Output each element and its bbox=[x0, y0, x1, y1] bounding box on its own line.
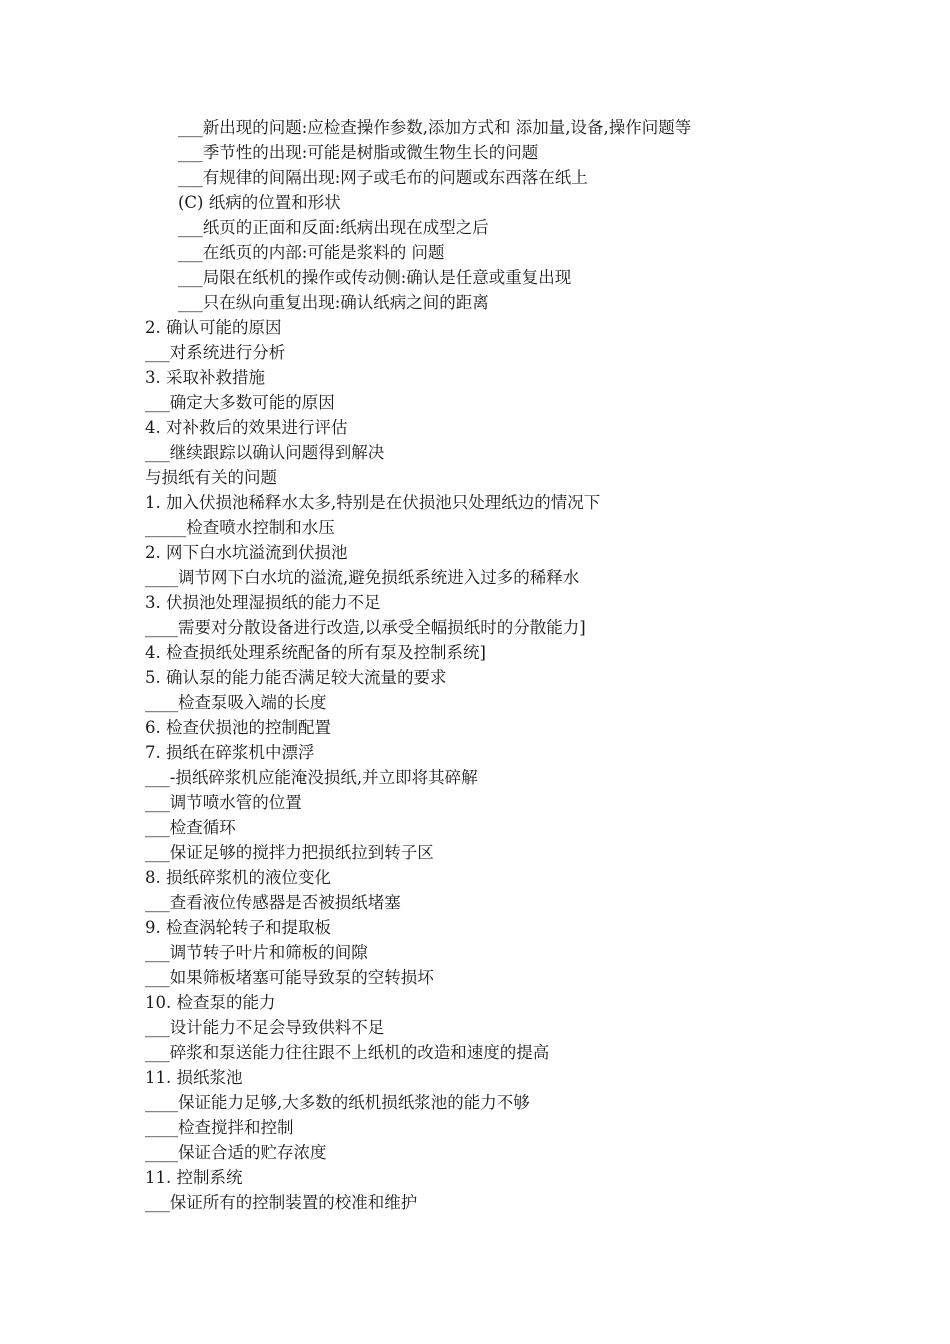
text-line: ___在纸页的内部:可能是浆料的 问题 bbox=[178, 243, 445, 262]
text-line: ___只在纵向重复出现:确认纸病之间的距离 bbox=[178, 293, 489, 312]
text-line: ___保证足够的搅拌力把损纸拉到转子区 bbox=[145, 843, 434, 862]
numbered-item: 5. 确认泵的能力能否满足较大流量的要求 bbox=[145, 668, 447, 687]
text-line: _____检查喷水控制和水压 bbox=[145, 518, 335, 537]
text-line: ___调节喷水管的位置 bbox=[145, 793, 302, 812]
text-line: ___查看液位传感器是否被损纸堵塞 bbox=[145, 893, 401, 912]
text-line: ___设计能力不足会导致供料不足 bbox=[145, 1018, 385, 1037]
numbered-item: 11. 损纸浆池 bbox=[145, 1068, 243, 1087]
text-line: ___对系统进行分析 bbox=[145, 343, 286, 362]
text-line: ___新出现的问题:应检查操作参数,添加方式和 添加量,设备,操作问题等 bbox=[178, 118, 692, 137]
numbered-item: 1. 加入伏损池稀释水太多,特别是在伏损池只处理纸边的情况下 bbox=[145, 493, 601, 512]
text-line: ___局限在纸机的操作或传动侧:确认是任意或重复出现 bbox=[178, 268, 572, 287]
text-line: ___检查循环 bbox=[145, 818, 236, 837]
numbered-item: 3. 伏损池处理湿损纸的能力不足 bbox=[145, 593, 381, 612]
text-line: ____调节网下白水坑的溢流,避免损纸系统进入过多的稀释水 bbox=[145, 568, 580, 587]
text-line: ___有规律的间隔出现:网子或毛布的问题或东西落在纸上 bbox=[178, 168, 588, 187]
text-line: ___纸页的正面和反面:纸病出现在成型之后 bbox=[178, 218, 489, 237]
numbered-item: 2. 网下白水坑溢流到伏损池 bbox=[145, 543, 348, 562]
numbered-item: 7. 损纸在碎浆机中漂浮 bbox=[145, 743, 315, 762]
numbered-item: 2. 确认可能的原因 bbox=[145, 318, 282, 337]
numbered-item: 8. 损纸碎浆机的液位变化 bbox=[145, 868, 331, 887]
section-heading: (C) 纸病的位置和形状 bbox=[178, 193, 341, 212]
text-line: ___碎浆和泵送能力往往跟不上纸机的改造和速度的提高 bbox=[145, 1043, 550, 1062]
text-line: ____检查搅拌和控制 bbox=[145, 1118, 294, 1137]
numbered-item: 10. 检查泵的能力 bbox=[145, 993, 276, 1012]
text-line: ___季节性的出现:可能是树脂或微生物生长的问题 bbox=[178, 143, 539, 162]
numbered-item: 6. 检查伏损池的控制配置 bbox=[145, 718, 331, 737]
text-line: ___如果筛板堵塞可能导致泵的空转损坏 bbox=[145, 968, 434, 987]
numbered-item: 3. 采取补救措施 bbox=[145, 368, 265, 387]
text-line: ___调节转子叶片和筛板的间隙 bbox=[145, 943, 368, 962]
text-line: ____需要对分散设备进行改造,以承受全幅损纸时的分散能力] bbox=[145, 618, 586, 637]
text-line: ____检查泵吸入端的长度 bbox=[145, 693, 327, 712]
numbered-item: 9. 检查涡轮转子和提取板 bbox=[145, 918, 331, 937]
text-line: ___确定大多数可能的原因 bbox=[145, 393, 335, 412]
numbered-item: 4. 检查损纸处理系统配备的所有泵及控制系统] bbox=[145, 643, 486, 662]
numbered-item: 11. 控制系统 bbox=[145, 1168, 243, 1187]
numbered-item: 4. 对补救后的效果进行评估 bbox=[145, 418, 348, 437]
text-line: ____保证合适的贮存浓度 bbox=[145, 1143, 327, 1162]
text-line: ___-损纸碎浆机应能淹没损纸,并立即将其碎解 bbox=[145, 768, 478, 787]
text-line: ___保证所有的控制装置的校准和维护 bbox=[145, 1193, 418, 1212]
text-line: ___继续跟踪以确认问题得到解决 bbox=[145, 443, 385, 462]
text-line: ____保证能力足够,大多数的纸机损纸浆池的能力不够 bbox=[145, 1093, 530, 1112]
section-heading: 与损纸有关的问题 bbox=[145, 468, 277, 487]
